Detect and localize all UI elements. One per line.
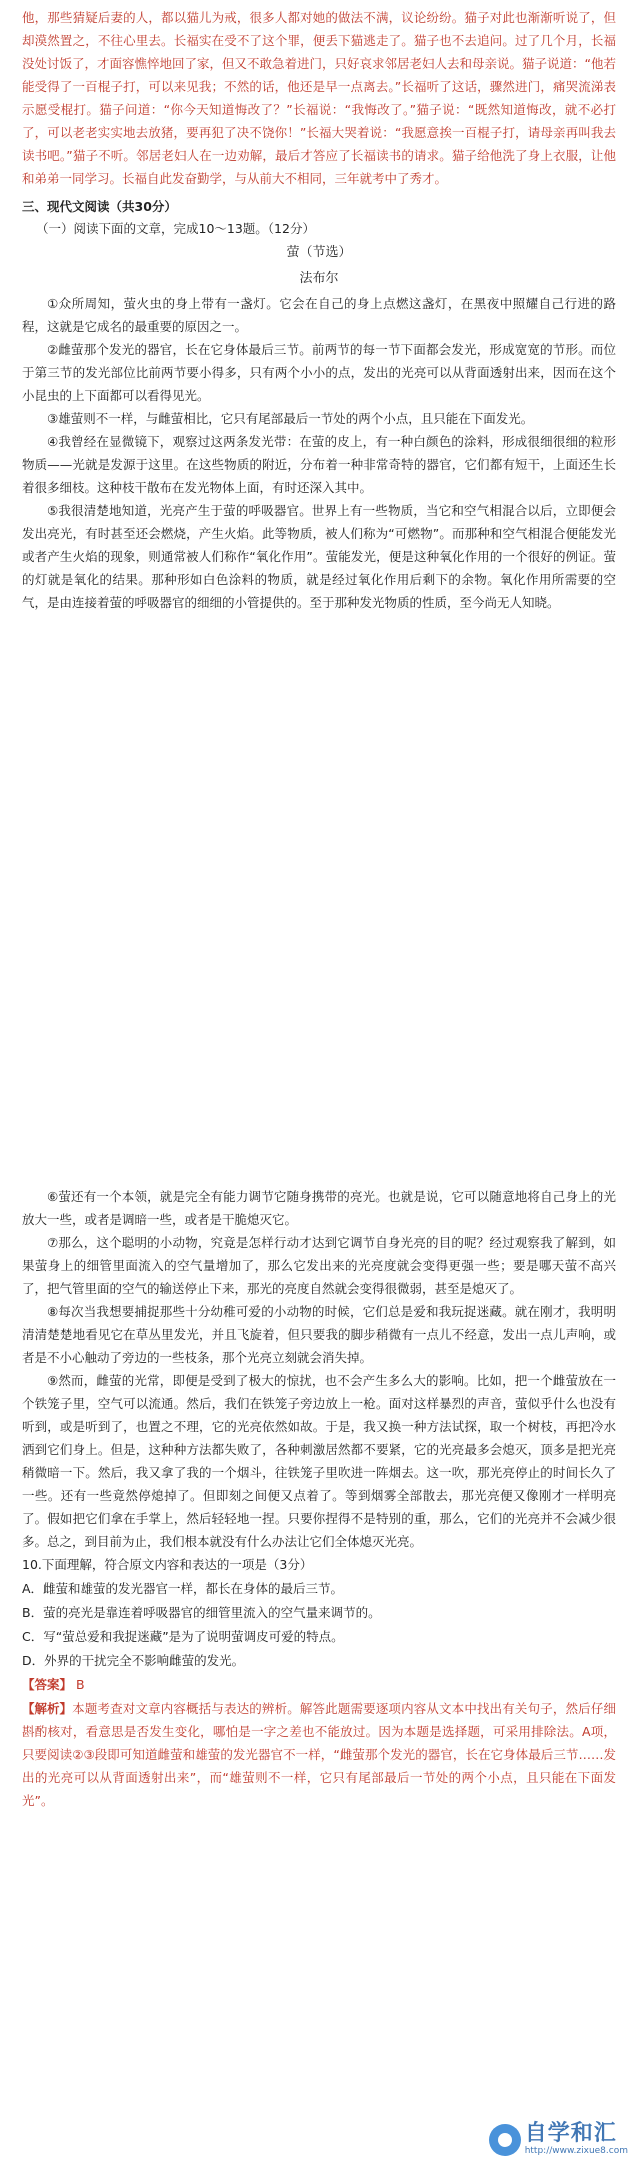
article-paragraph: ⑦那么，这个聪明的小动物，究竟是怎样行动才达到它调节自身光亮的目的呢？经过观察我了解到，如果萤身上的细管里面流入的空气量增加了，那么它发出来的光亮度就会变得更强一些；要是哪天萤不高兴了，把气管里面的空气的输送停止下来，那光的亮度自然就会变得很微弱，甚至是熄灭了。 [22, 1235, 616, 1296]
question-stem: 10.下面理解，符合原文内容和表达的一项是（3分） [22, 1557, 313, 1572]
analysis-paragraph [0, 1697, 638, 1812]
answer-value: B [76, 1677, 85, 1692]
option-a: A．雌萤和雄萤的发光器官一样，都长在身体的最后三节。 [22, 1581, 344, 1596]
top-section [0, 6, 638, 614]
option-b: B．萤的亮光是靠连着呼吸器官的细管里流入的空气量来调节的。 [22, 1605, 381, 1620]
article-paragraph: ⑤我很清楚地知道，光亮产生于萤的呼吸器官。世界上有一些物质，当它和空气相混合以后，立即便会发出亮光，有时甚至还会燃烧，产生火焰。此等物质，被人们称为“可燃物”。而那种和空气相混合便能发光或者产生火焰的现象，则通常被人们称作“氧化作用”。萤能发光，便是这种氧化作用的一个很好的例证。萤的灯就是氧化的结果。那种形如白色涂料的物质，就是经过氧化作用后剩下的余物。氧化作用所需要的空气，是由连接着萤的呼吸器官的细细的小管提供的。至于那种发光物质的性质，至今尚无人知晓。 [22, 503, 616, 610]
article-paragraph: ③雄萤则不一样，与雌萤相比，它只有尾部最后一节处的两个小点，且只能在下面发光。 [47, 411, 534, 426]
analysis-text: 本题考查对文章内容概括与表达的辨析。解答此题需要逐项内容从文本中找出有关句子，然后仔细斟酌核对，看意思是否发生变化，哪怕是一字之差也不能放过。因为本题是选择题，可采用排除法。A项，只要阅读②③段即可知道雌萤和雄萤的发光器官不一样，“雌萤那个发光的器官，长在它身体最后三节……发出的光亮可以从背面透射出来”，而“雄萤则不一样，它只有尾部最后一节处的两个小点，且只能在下面发光”。 [22, 1701, 616, 1808]
intro-story-paragraph: 他，那些猜疑后妻的人，都以猫儿为戒，很多人都对她的做法不满，议论纷纷。猫子对此也渐渐听说了，但却漠然置之，不往心里去。长福实在受不了这个罪，便丢下猫逃走了。猫子也不去追问。过了几个月，长福没处讨饭了，才面容憔悴地回了家，但又不敢急着进门，只好哀求邻居老妇人去和母亲说。猫子说道：“他若能受得了一百棍子打，可以来见我；不然的话，他还是早一点离去。”长福听了这话，骤然进门，痛哭流涕表示愿受棍打。猫子问道：“你今天知道悔改了？”长福说：“我悔改了。”猫子说：“既然知道悔改，就不必打了，可以老老实实地去放猪，要再犯了决不饶你！”长福大哭着说：“我愿意挨一百棍子打，请母亲再叫我去读书吧。”猫子不听。邻居老妇人在一边劝解，最后才答应了长福读书的请求。猫子给他洗了身上衣服，让他和弟弟一同学习。长福自此发奋勤学，与从前大不相同，三年就考中了秀才。 [22, 10, 616, 186]
article-paragraph: ④我曾经在显微镜下，观察过这两条发光带：在萤的皮上，有一种白颜色的涂料，形成很细很细的粒形物质——光就是发源于这里。在这些物质的附近，分布着一种非常奇特的器官，它们都有短干，上面还生长着很多细枝。这种枝干散布在发光物体上面，有时还深入其中。 [22, 434, 616, 495]
article-paragraph: ⑥萤还有一个本领，就是完全有能力调节它随身携带的亮光。也就是说，它可以随意地将自己身上的光放大一些，或者是调暗一些，或者是干脆熄灭它。 [22, 1189, 616, 1227]
answer-line [0, 1673, 638, 1697]
article-paragraph: ①众所周知，萤火虫的身上带有一盏灯。它会在自己的身上点燃这盏灯，在黑夜中照耀自己行进的路程，这就是它成名的最重要的原因之一。 [22, 296, 616, 334]
analysis-label: 【解析】 [22, 1701, 73, 1716]
article-paragraph: ⑧每次当我想要捕捉那些十分幼稚可爱的小动物的时候，它们总是爱和我玩捉迷藏。就在刚才，我明明清清楚楚地看见它在草丛里发光，并且飞旋着，但只要我的脚步稍微有一点儿不经意，发出一点儿声响，或者是不小心触动了旁边的一些枝条，那个光亮立刻就会消失掉。 [22, 1304, 616, 1365]
option-c: C．写“萤总爱和我捉迷藏”是为了说明萤调皮可爱的特点。 [22, 1629, 344, 1644]
answer-label: 【答案】 [22, 1677, 73, 1692]
article-paragraph: ⑨然而，雌萤的光常，即便是受到了极大的惊扰，也不会产生多么大的影响。比如，把一个雌萤放在一个铁笼子里，空气可以流通。然后，我们在铁笼子旁边放上一枪。面对这样暴烈的声音，萤似乎什么也没有听到，或是听到了，也置之不理，它的光亮依然如故。于是，我又换一种方法试探，取一个树枝，再把冷水洒到它们身上。但是，这种种方法都失败了，各种刺激居然都不要紧，它的光亮最多会熄灭，顶多是把光亮稍微暗一下。然后，我又拿了我的一个烟斗，往铁笼子里吹进一阵烟去。这一吹，那光亮停止的时间长久了一些。还有一些竟然停熄掉了。但即刻之间便又点着了。等到烟雾全部散去，那光亮便又像刚才一样明亮了。假如把它们拿在手掌上，然后轻轻地一捏。只要你捏得不是特别的重，那么，它们的光亮并不会减少很多。总之，到目前为止，我们根本就没有什么办法让它们全体熄灭光亮。 [22, 1373, 616, 1549]
watermark-name: 自学和汇 [524, 2121, 617, 2146]
watermark-url: http://www.zixue8.com [524, 2146, 628, 2156]
article-paragraph: ②雌萤那个发光的器官，长在它身体最后三节。前两节的每一节下面都会发光，形成宽宽的节形。而位于第三节的发光部位比前两节要小得多，只有两个小小的点，发出的光亮可以从背面透射出来，因而在这个小昆虫的上下面都可以看得见光。 [22, 342, 616, 403]
article-author: 法布尔 [299, 271, 339, 286]
bottom-section [0, 1185, 638, 1812]
watermark [489, 2123, 628, 2156]
watermark-text [525, 2123, 628, 2156]
section-title: 三、现代文阅读（共30分） [22, 199, 177, 214]
sub-title: （一）阅读下面的文章，完成10～13题。（12分） [36, 221, 315, 236]
watermark-logo-icon [489, 2124, 521, 2156]
article-title: 萤（节选） [286, 245, 352, 260]
option-d: D．外界的干扰完全不影响雌萤的发光。 [22, 1653, 245, 1668]
